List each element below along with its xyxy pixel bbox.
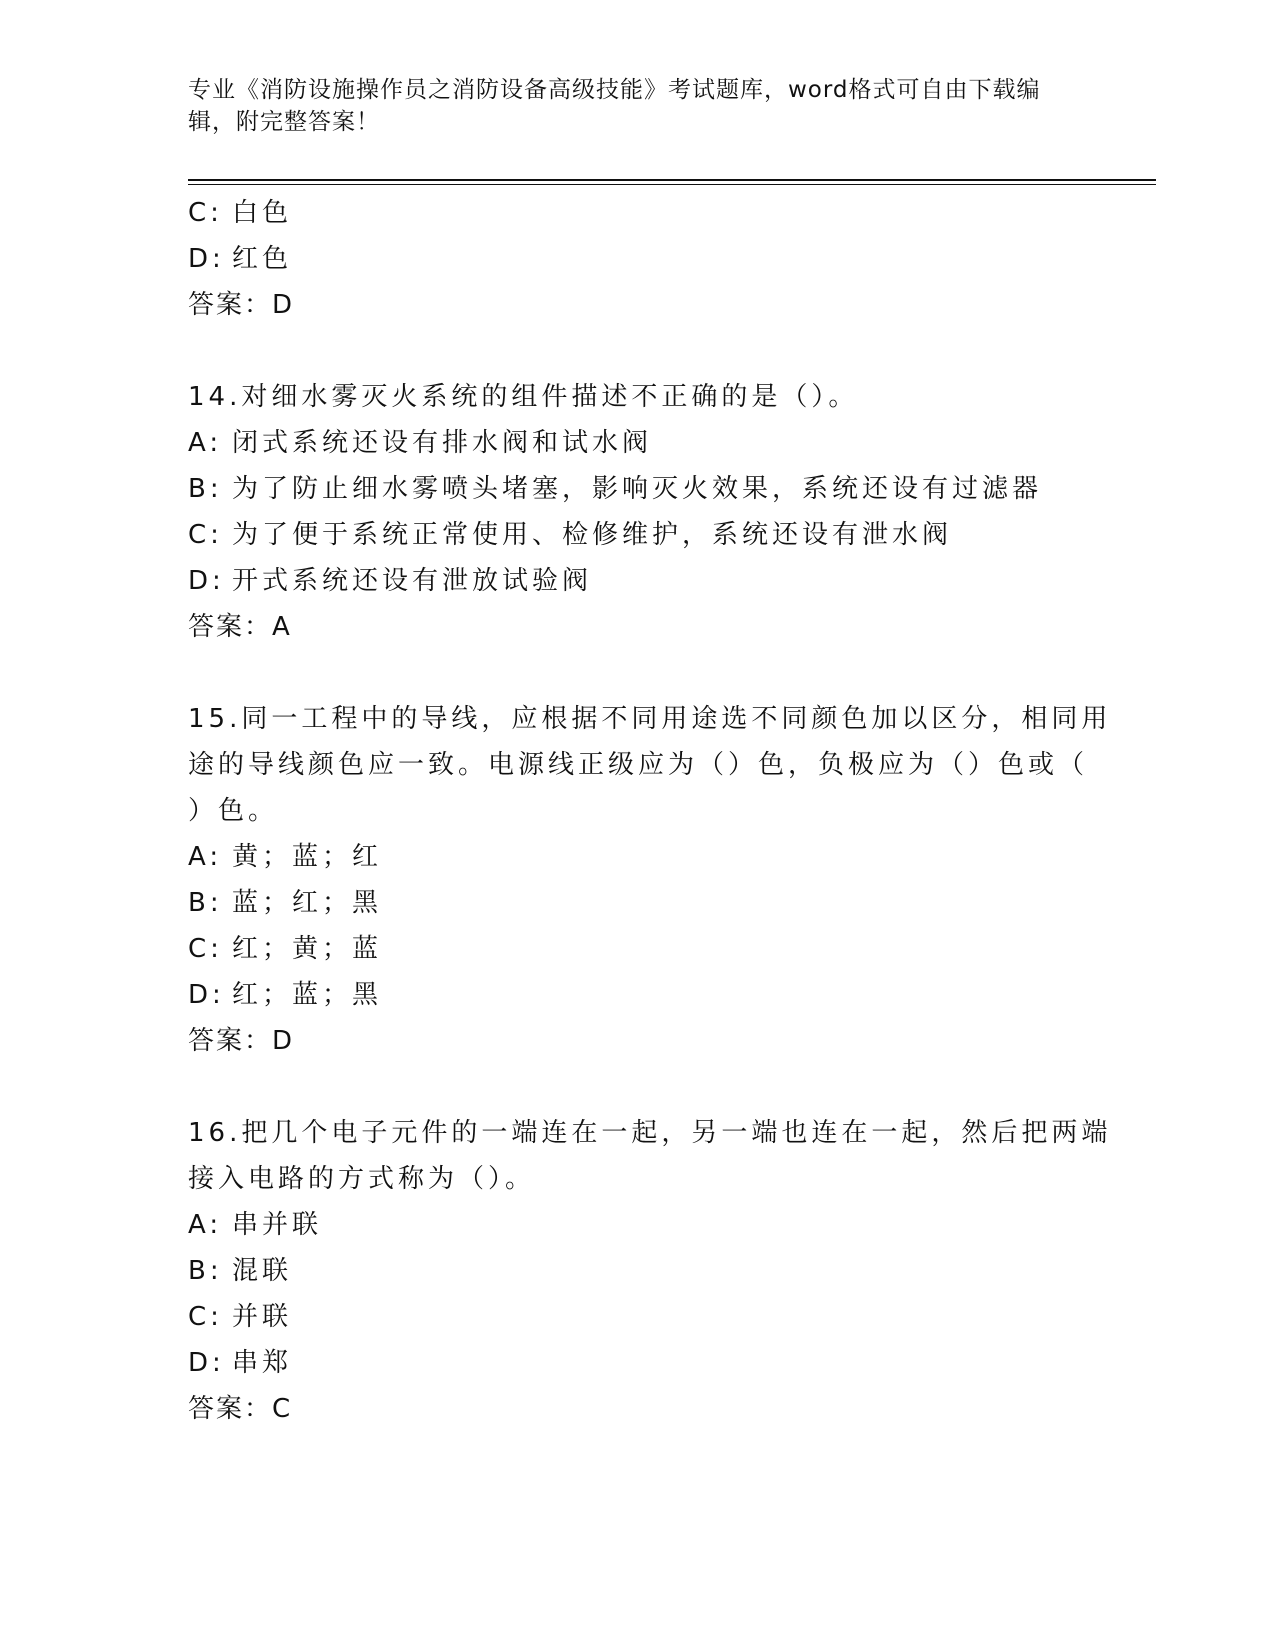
option-text: 蓝；红；黑 (232, 888, 383, 918)
question-14 (188, 374, 1088, 650)
option-a (188, 1202, 1088, 1248)
option-label: D: (188, 566, 225, 596)
option-c (188, 512, 1088, 558)
option-text: 白色 (232, 198, 293, 228)
option-label: B: (188, 1256, 223, 1286)
option-text: 并联 (232, 1302, 293, 1332)
option-label: D: (188, 980, 225, 1010)
answer: 答案：A (188, 612, 292, 642)
option-c (188, 1294, 1088, 1340)
option-text: 开式系统还设有泄放试验阀 (232, 566, 593, 596)
spacer (188, 1064, 1088, 1110)
option-text: 闭式系统还设有排水阀和试水阀 (232, 428, 653, 458)
option-label: A: (188, 428, 223, 458)
option-label: C: (188, 934, 223, 964)
header-rule-thin (188, 184, 1156, 185)
option-d (188, 1340, 1088, 1386)
answer: 答案：D (188, 1026, 295, 1056)
answer: 答案：D (188, 290, 295, 320)
header-line-1: 专业《消防设施操作员之消防设备高级技能》考试题库，word格式可自由下载编 (188, 77, 1041, 103)
question-15 (188, 696, 1112, 1064)
option-label: C: (188, 198, 223, 228)
option-a (188, 834, 1088, 880)
page-header (188, 74, 1088, 138)
question-text-line-2: 接入电路的方式称为（）。 (188, 1164, 536, 1194)
question-text-line-2: 途的导线颜色应一致。电源线正级应为（）色，负极应为（）色或（ (188, 750, 1089, 780)
option-text: 串并联 (232, 1210, 323, 1240)
option-text: 黄；蓝；红 (232, 842, 383, 872)
option-text: 为了便于系统正常使用、检修维护，系统还设有泄水阀 (232, 520, 953, 550)
option-label: C: (188, 1302, 223, 1332)
question-text: 14.对细水雾灭火系统的组件描述不正确的是（）。 (188, 382, 859, 412)
option-b (188, 880, 1088, 926)
option-text: 红色 (232, 244, 293, 274)
header-line-2: 辑，附完整答案！ (188, 109, 380, 135)
option-label: B: (188, 888, 223, 918)
answer: 答案：C (188, 1394, 293, 1424)
option-d (188, 558, 1088, 604)
option-b (188, 1248, 1088, 1294)
option-c (188, 190, 1088, 236)
question-13-tail (188, 190, 1088, 328)
option-text: 串郑 (232, 1348, 293, 1378)
option-text: 混联 (232, 1256, 293, 1286)
question-list (188, 190, 1112, 1432)
option-text: 为了防止细水雾喷头堵塞，影响灭火效果，系统还设有过滤器 (232, 474, 1043, 504)
spacer (188, 328, 1088, 374)
option-a (188, 420, 1088, 466)
option-label: D: (188, 244, 225, 274)
question-text-line-1: 16.把几个电子元件的一端连在一起，另一端也连在一起，然后把两端 (188, 1118, 1112, 1148)
option-c (188, 926, 1088, 972)
option-b (188, 466, 1088, 512)
option-text: 红；蓝；黑 (232, 980, 383, 1010)
question-16 (188, 1110, 1112, 1432)
option-label: A: (188, 1210, 223, 1240)
option-label: A: (188, 842, 223, 872)
option-d (188, 972, 1088, 1018)
option-label: D: (188, 1348, 225, 1378)
option-d (188, 236, 1088, 282)
option-label: B: (188, 474, 223, 504)
spacer (188, 650, 1088, 696)
header-rule-thick (188, 179, 1156, 181)
question-text-line-1: 15.同一工程中的导线，应根据不同用途选不同颜色加以区分，相同用 (188, 704, 1112, 734)
option-text: 红；黄；蓝 (232, 934, 383, 964)
question-text-line-3: ）色。 (188, 796, 279, 826)
option-label: C: (188, 520, 223, 550)
